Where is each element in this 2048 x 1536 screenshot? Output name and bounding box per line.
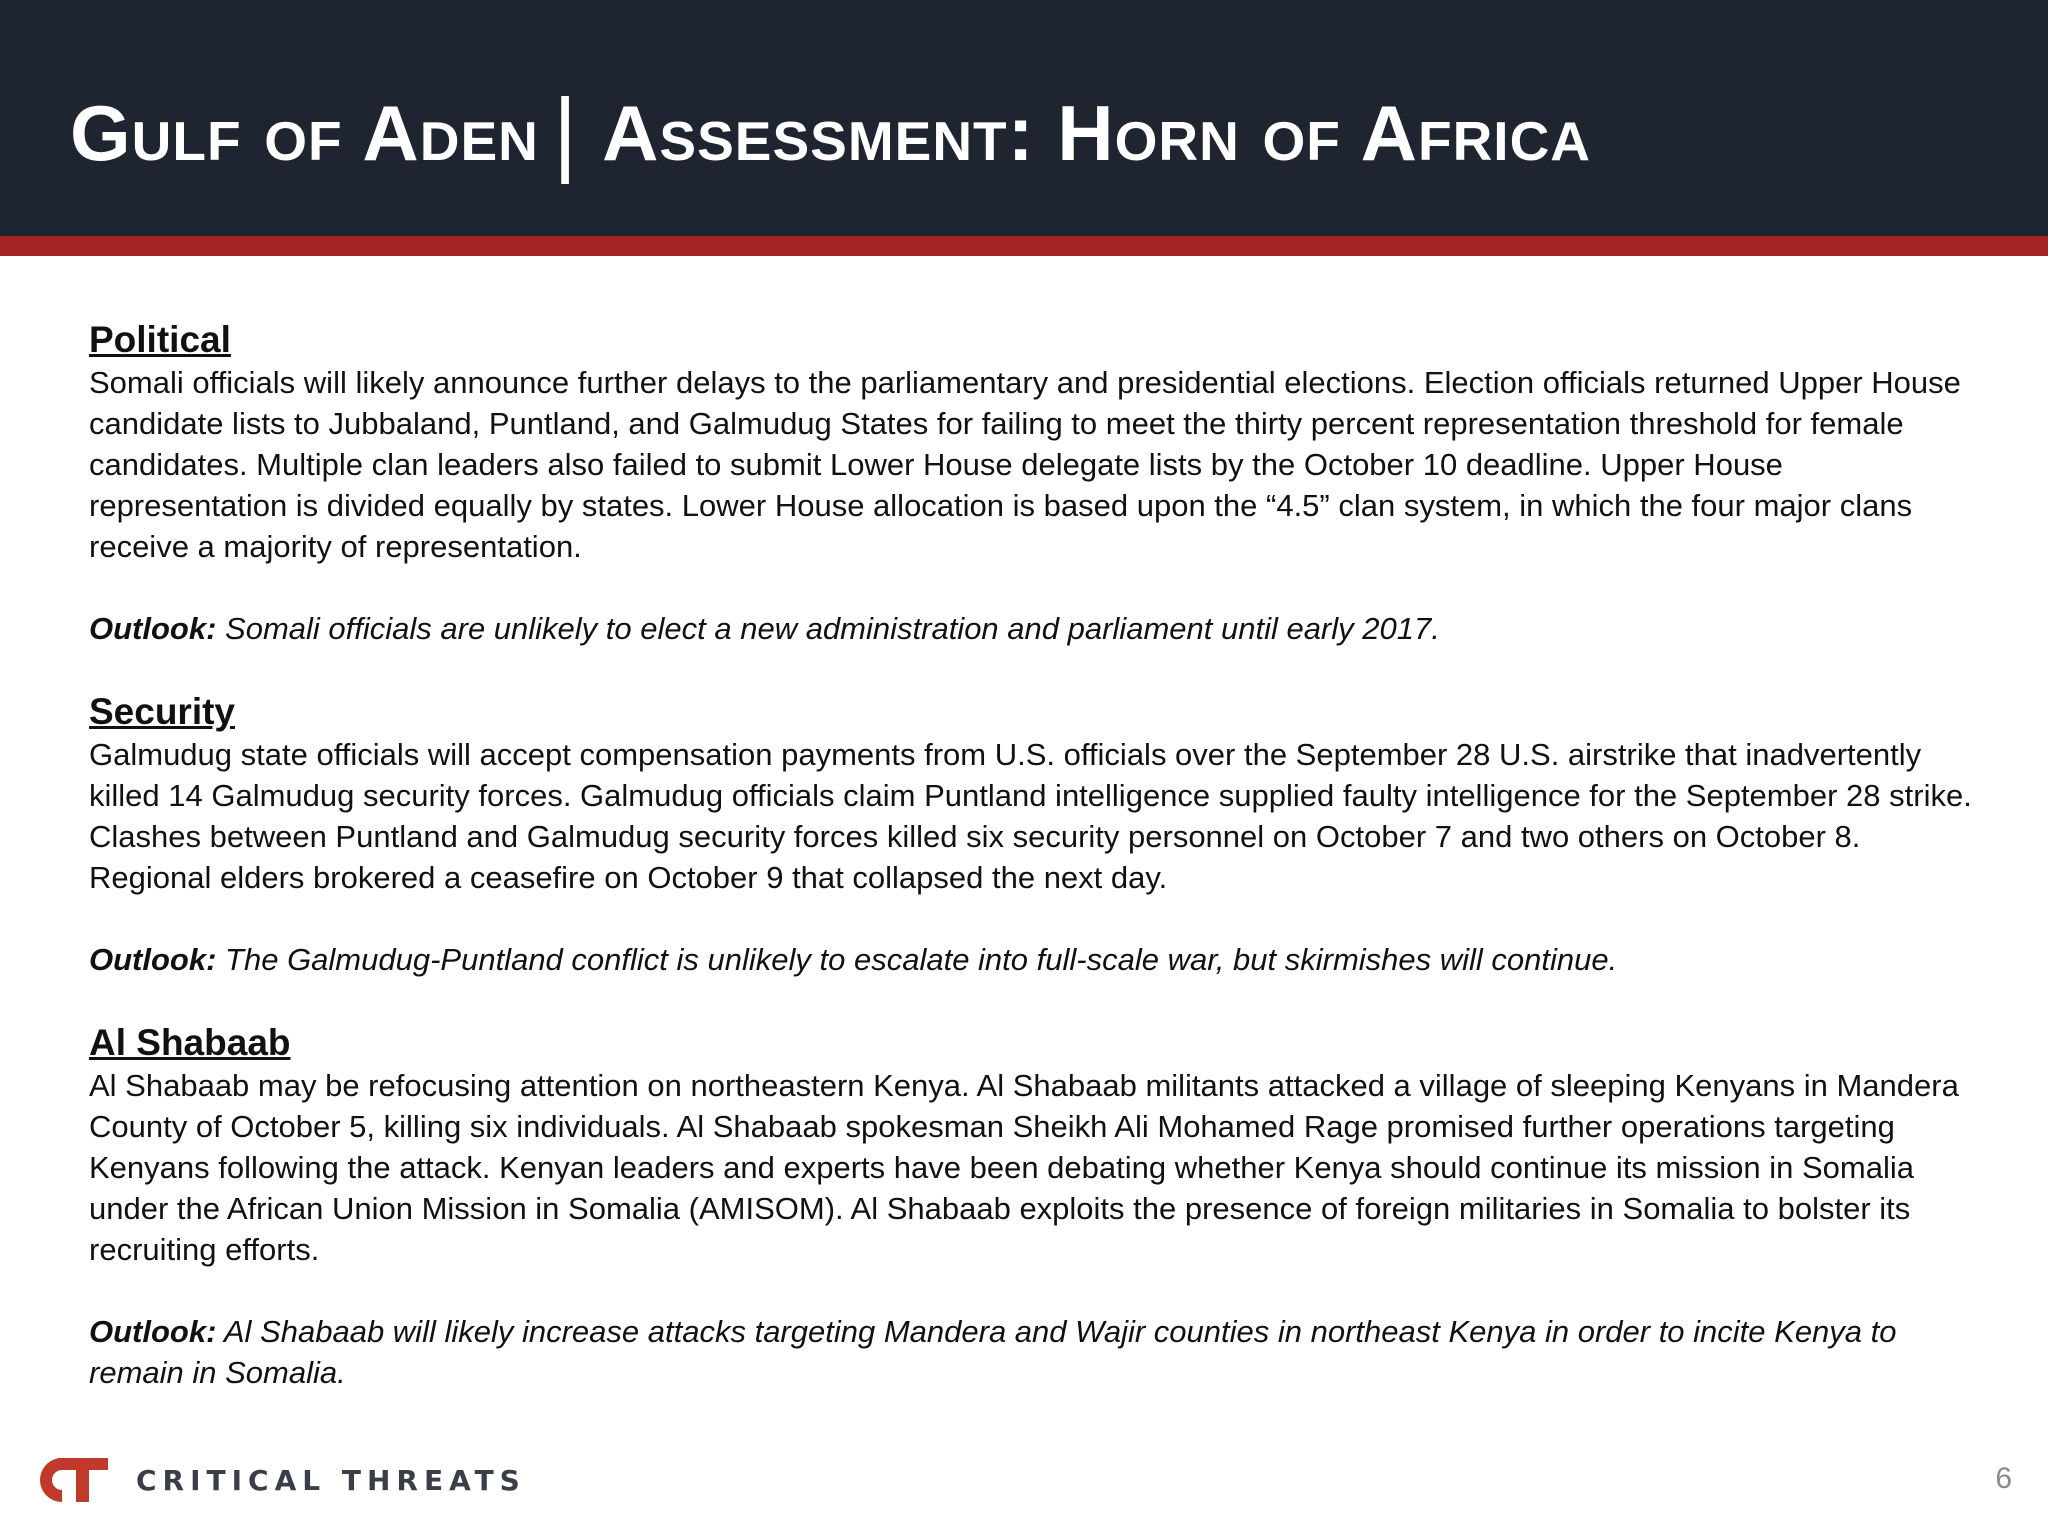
outlook-al-shabaab [89, 1311, 1989, 1393]
section-political [89, 318, 1989, 649]
section-heading-al-shabaab: Al Shabaab [89, 1022, 291, 1063]
outlook-text: Somali officials are unlikely to elect a new administration and parliament until early 2017. [216, 611, 1440, 646]
outlook-political [89, 608, 1989, 649]
outlook-security [89, 939, 1989, 980]
section-al-shabaab [89, 1021, 1989, 1393]
outlook-text: Al Shabaab will likely increase attacks targeting Mandera and Wajir counties in northeast Kenya in order to incite Kenya to remain in Somalia. [89, 1314, 1897, 1390]
ct-logo-icon [22, 1450, 108, 1510]
header-accent-stripe [0, 236, 2048, 256]
outlook-label: Outlook: [89, 1314, 217, 1349]
outlook-text: The Galmudug-Puntland conflict is unlikely to escalate into full-scale war, but skirmishes will continue. [216, 942, 1618, 977]
section-body-al-shabaab: Al Shabaab may be refocusing attention on northeastern Kenya. Al Shabaab militants attacked a village of sleeping Kenyans in Mandera County of October 5, killing six individuals. Al Shabaab spokesman Sheikh Ali Mohamed Rage promised further operations targeting Kenyans following the attack. Kenyan leaders and experts have been debating whether Kenya should continue its mission in Somalia under the African Union Mission in Somalia (AMISOM). Al Shabaab exploits the presence of foreign militaries in Somalia to bolster its recruiting efforts. [89, 1068, 1959, 1267]
outlook-label: Outlook: [89, 611, 217, 646]
section-heading-security: Security [89, 691, 236, 732]
critical-threats-logo [22, 1450, 526, 1510]
section-heading-political: Political [89, 319, 231, 360]
title-gulf-of-aden: Gulf of Aden [70, 89, 539, 177]
logo-text: CRITICAL THREATS [136, 1463, 526, 1497]
section-security [89, 690, 1989, 980]
page-number: 6 [1995, 1462, 2012, 1495]
section-body-security: Galmudug state officials will accept compensation payments from U.S. officials over the September 28 U.S. airstrike that inadvertently killed 14 Galmudug security forces. Galmudug officials claim Puntland intelligence supplied faulty intelligence for the September 28 strike. Clashes between Puntland and Galmudug security forces killed six security personnel on October 7 and two others on October 8. Regional elders brokered a ceasefire on October 9 that collapsed the next day. [89, 737, 1972, 895]
outlook-label: Outlook: [89, 942, 217, 977]
main-content [89, 318, 1989, 1393]
title-assessment: Assessment: [602, 89, 1035, 177]
title-separator: | [552, 79, 579, 184]
page-title [70, 78, 1591, 183]
title-horn-of-africa: Horn of Africa [1057, 89, 1592, 177]
section-body-political: Somali officials will likely announce further delays to the parliamentary and presidential elections. Election officials returned Upper House candidate lists to Jubbaland, Puntland, and Galmudug States for failing to meet the thirty percent representation threshold for female candidates. Multiple clan leaders also failed to submit Lower House delegate lists by the October 10 deadline. Upper House representation is divided equally by states. Lower House allocation is based upon the “4.5” clan system, in which the four major clans receive a majority of representation. [89, 365, 1961, 564]
